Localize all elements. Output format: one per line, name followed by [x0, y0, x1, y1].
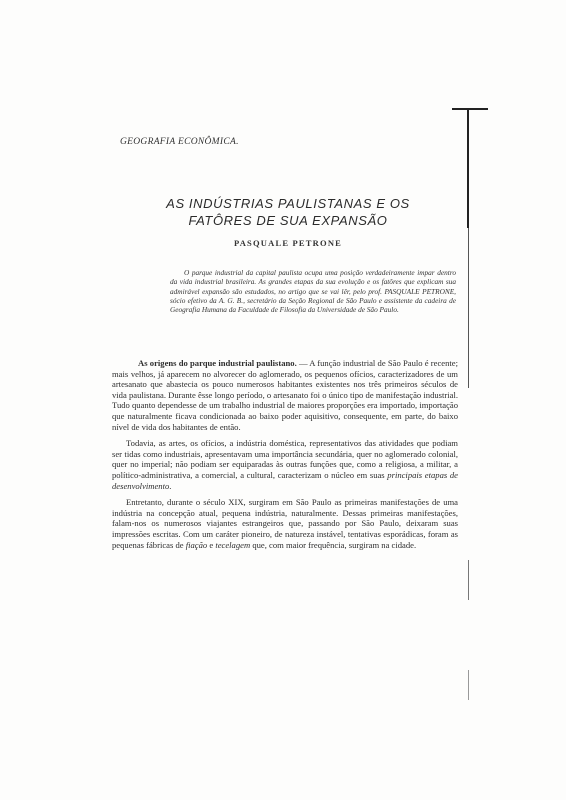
paragraph-3-emphasis-2: tecelagem: [215, 539, 251, 550]
paragraph-1-text: — A função industrial de São Paulo é recente; mais velhos, já aparecem no alvorecer do aglomerado, os pequenos ofícios, caracterizadores de um artesanato que abastecia os pouco numerosos habitantes existentes nos três primeiros séculos de vida paulistana. Durante êsse longo período, o artesanato foi o único tipo de manifestação industrial. Tudo quanto dependesse de um trabalho industrial de maiores proporções era importado, importação que naturalmente ficava condicionada ao baixo poder aquisitivo, consequente, em parte, do baixo nível de vida dos habitantes de então.: [112, 358, 458, 432]
paragraph-3-emphasis-1: fiação: [185, 539, 208, 550]
scan-edge-line-thin-2: [468, 560, 469, 600]
scan-edge-line-main: [467, 108, 469, 228]
paragraph-3-text: Entretanto, durante o século XIX, surgiram em São Paulo as primeiras manifestações de uma indústria na concepção atual, pequena indústria, naturalmente. Dessas primeiras manifestações, falam-nos os numerosos viajantes estrangeiros que, passando por São Paulo, deixaram suas impressões escritas. Com um caráter pioneiro, de natureza instável, tentativas esporádicas, foram as pequenas fábricas de: [112, 497, 458, 550]
paragraph-3-end: que, com maior frequência, surgiram na cidade.: [250, 539, 417, 550]
abstract-author-name: PASQUALE PETRONE: [384, 286, 455, 296]
scan-edge-line-thin-3: [468, 670, 469, 700]
abstract-text: [170, 268, 456, 314]
paragraph-3: [112, 497, 458, 550]
title-line-2: FATÔRES DE SUA EXPANSÃO: [188, 213, 388, 228]
paragraph-2-text: Todavia, as artes, os ofícios, a indústria doméstica, representativos das atividades que podiam ser tidas como industriais, apresentavam uma importância secundária, quer no aglomerado colonial, quer no imperial; não podiam ser equiparadas às outras funções que, como a religiosa, a militar, a político-administrativa, a comercial, a cultural, caracterizam o núcleo em suas: [112, 438, 458, 480]
abstract-part-2: , sócio efetivo da A. G. B., secretário da Seção Regional de São Paulo e assistente da cadeira de Geografia Humana da Faculdade de Filosofia da Universidade de São Paulo.: [170, 286, 456, 315]
author-name: PASQUALE PETRONE: [233, 238, 343, 248]
paragraph-2-end: .: [169, 480, 172, 491]
title-line-1: AS INDÚSTRIAS PAULISTANAS E OS: [166, 196, 410, 211]
paragraph-2-emphasis: principais etapas de desenvolvimento: [112, 469, 458, 491]
scan-edge-line-thin-1: [468, 228, 469, 388]
paragraph-1: [112, 358, 458, 432]
abstract: [170, 268, 456, 314]
paragraph-2: [112, 438, 458, 491]
scan-edge-mark-top: [452, 108, 488, 110]
article-body: [112, 358, 458, 556]
paragraph-3-mid: e: [207, 539, 216, 550]
paragraph-1-lead: As origens do parque industrial paulistano.: [138, 358, 297, 368]
article-title: [120, 195, 456, 229]
abstract-part-1: O parque industrial da capital paulista ocupa uma posição verdadeiramente impar dentro da vida industrial brasileira. As grandes etapas da sua evolução e os fatôres que explicam sua admirável expansão são estudados, no artigo que se vai lêr, pelo prof.: [170, 268, 456, 296]
section-label: GEOGRAFIA ECONÔMICA.: [120, 137, 239, 147]
